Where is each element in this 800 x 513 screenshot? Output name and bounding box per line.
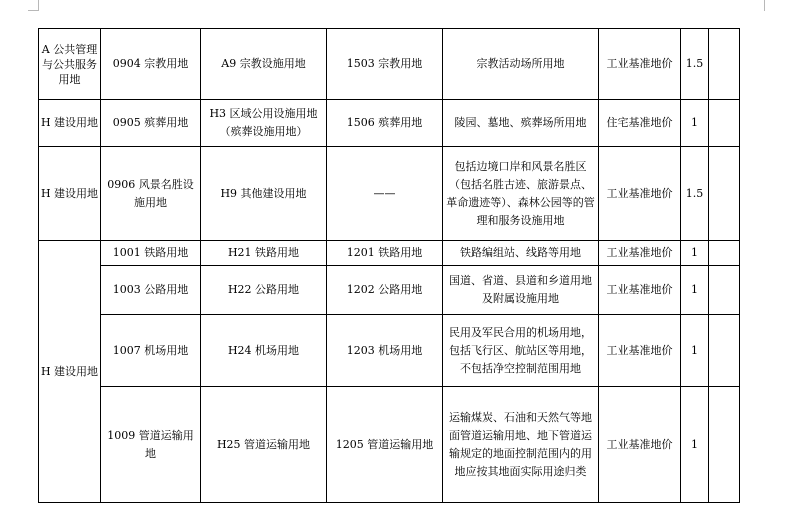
new-code-cell: H25 管道运输用地 — [201, 387, 327, 503]
table-row — [39, 100, 740, 147]
table-row — [39, 147, 740, 241]
old-code-cell: 1009 管道运输用地 — [101, 387, 201, 503]
old-code-cell: 1007 机场用地 — [101, 315, 201, 387]
coefficient-cell: 1.5 — [681, 29, 709, 100]
description-cell: 宗教活动场所用地 — [443, 29, 599, 100]
ref-code-cell: 1503 宗教用地 — [327, 29, 443, 100]
table-row — [39, 315, 740, 387]
page-margin-mark — [38, 0, 39, 11]
ref-code-cell: 1203 机场用地 — [327, 315, 443, 387]
category-cell: H 建设用地 — [39, 147, 101, 241]
extra-cell — [709, 266, 740, 315]
category-cell: H 建设用地 — [39, 241, 101, 503]
old-code-cell: 0906 风景名胜设施用地 — [101, 147, 201, 241]
coefficient-cell: 1.5 — [681, 147, 709, 241]
extra-cell — [709, 387, 740, 503]
new-code-cell: H24 机场用地 — [201, 315, 327, 387]
coefficient-cell: 1 — [681, 387, 709, 503]
description-cell: 国道、省道、县道和乡道用地及附属设施用地 — [443, 266, 599, 315]
coefficient-cell: 1 — [681, 241, 709, 266]
description-cell: 民用及军民合用的机场用地，包括飞行区、航站区等用地，不包括净空控制范围用地 — [443, 315, 599, 387]
page-margin-mark — [764, 0, 765, 11]
new-code-cell: H3 区域公用设施用地（殡葬设施用地） — [201, 100, 327, 147]
extra-cell — [709, 315, 740, 387]
table-row — [39, 241, 740, 266]
ref-code-cell: 1205 管道运输用地 — [327, 387, 443, 503]
coefficient-cell: 1 — [681, 315, 709, 387]
extra-cell — [709, 147, 740, 241]
base-price-cell: 工业基准地价 — [599, 387, 681, 503]
category-cell: A 公共管理与公共服务用地 — [39, 29, 101, 100]
table-row — [39, 29, 740, 100]
ref-code-cell: 1201 铁路用地 — [327, 241, 443, 266]
new-code-cell: H9 其他建设用地 — [201, 147, 327, 241]
new-code-cell: H22 公路用地 — [201, 266, 327, 315]
table-row — [39, 387, 740, 503]
coefficient-cell: 1 — [681, 266, 709, 315]
new-code-cell: H21 铁路用地 — [201, 241, 327, 266]
base-price-cell: 工业基准地价 — [599, 315, 681, 387]
description-cell: 运输煤炭、石油和天然气等地面管道运输用地、地下管道运输规定的地面控制范围内的用地应按其地面实际用途归类 — [443, 387, 599, 503]
extra-cell — [709, 100, 740, 147]
extra-cell — [709, 241, 740, 266]
base-price-cell: 工业基准地价 — [599, 29, 681, 100]
category-cell: H 建设用地 — [39, 100, 101, 147]
base-price-cell: 工业基准地价 — [599, 266, 681, 315]
extra-cell — [709, 29, 740, 100]
description-cell: 陵园、墓地、殡葬场所用地 — [443, 100, 599, 147]
old-code-cell: 0905 殡葬用地 — [101, 100, 201, 147]
ref-code-cell: —— — [327, 147, 443, 241]
description-cell: 包括边境口岸和风景名胜区（包括名胜古迹、旅游景点、革命遗迹等）、森林公园等的管理和服务设施用地 — [443, 147, 599, 241]
table-row — [39, 266, 740, 315]
coefficient-cell: 1 — [681, 100, 709, 147]
base-price-cell: 工业基准地价 — [599, 147, 681, 241]
new-code-cell: A9 宗教设施用地 — [201, 29, 327, 100]
old-code-cell: 1003 公路用地 — [101, 266, 201, 315]
ref-code-cell: 1506 殡葬用地 — [327, 100, 443, 147]
ref-code-cell: 1202 公路用地 — [327, 266, 443, 315]
old-code-cell: 0904 宗教用地 — [101, 29, 201, 100]
base-price-cell: 住宅基准地价 — [599, 100, 681, 147]
land-use-table — [38, 28, 740, 503]
page-margin-mark — [28, 10, 38, 11]
old-code-cell: 1001 铁路用地 — [101, 241, 201, 266]
description-cell: 铁路编组站、线路等用地 — [443, 241, 599, 266]
base-price-cell: 工业基准地价 — [599, 241, 681, 266]
